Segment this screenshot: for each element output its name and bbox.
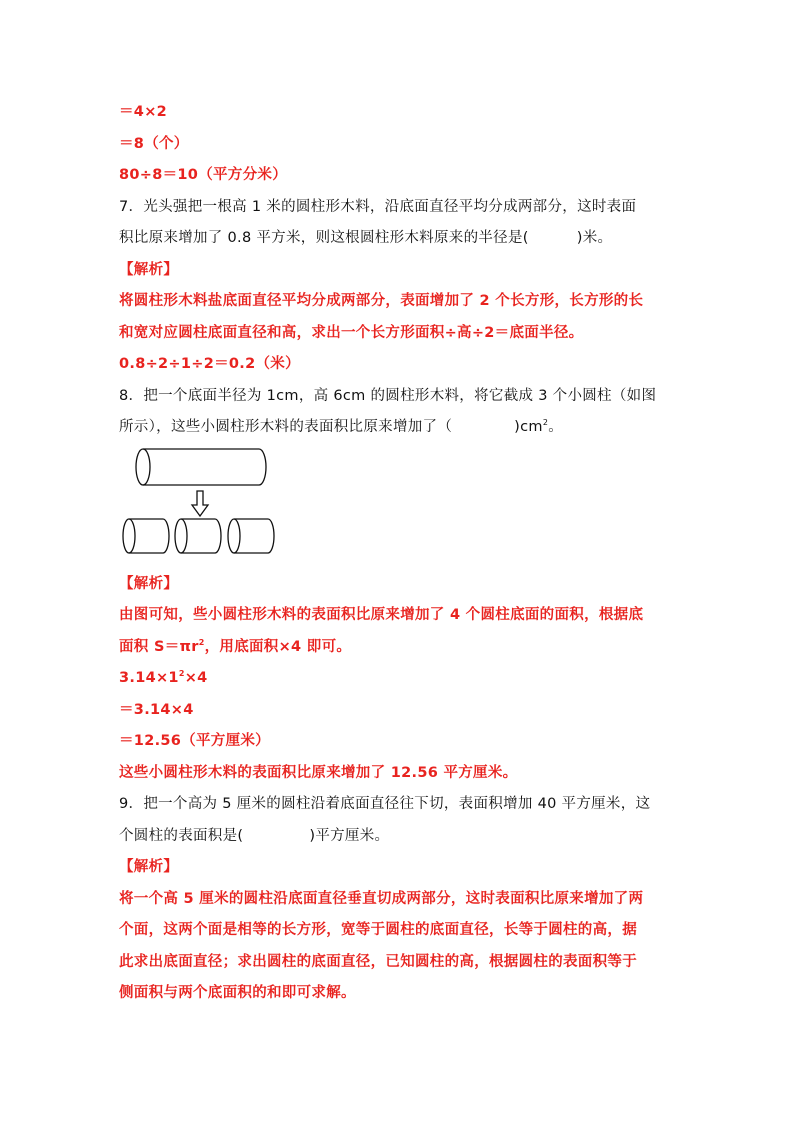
analysis-9-line-4: 侧面积与两个底面积的和即可求解。 xyxy=(119,985,356,1001)
small-cylinder-3 xyxy=(228,519,274,553)
analysis-tag-9: 【解析】 xyxy=(119,859,179,875)
calc-exponent: 2 xyxy=(178,669,185,678)
analysis-9-line-1: 将一个高 5 厘米的圆柱沿底面直径垂直切成两部分，这时表面积比原来增加了两 xyxy=(119,891,644,907)
analysis-8-line-4: ＝3.14×4 xyxy=(119,702,194,718)
analysis-8-line-1: 由图可知，些小圆柱形木料的表面积比原来增加了 4 个圆柱底面的面积，根据底 xyxy=(119,607,644,623)
question-9-line-1: 9．把一个高为 5 厘米的圆柱沿着底面直径往下切，表面积增加 40 平方厘米，这 xyxy=(119,796,651,812)
question-8-line-1: 8．把一个底面半径为 1cm，高 6cm 的圆柱形木料，将它截成 3 个小圆柱（如图 xyxy=(119,388,657,404)
unit-exponent: 2 xyxy=(542,418,549,427)
long-cylinder xyxy=(136,449,266,485)
question-9-unit: )平方厘米。 xyxy=(309,828,390,844)
formula-text: 面积 S＝πr xyxy=(119,639,199,655)
formula-rest: ，用底面积×4 即可。 xyxy=(204,639,352,655)
calc-text: 3.14×1 xyxy=(119,670,179,686)
calc-line-1: ＝4×2 xyxy=(119,104,168,120)
calc-line-2: ＝8（个） xyxy=(119,136,189,152)
analysis-7-line-2: 和宽对应圆柱底面直径和高，求出一个长方形面积÷高÷2＝底面半径。 xyxy=(119,325,584,341)
question-7-line-1: 7．光头强把一根高 1 米的圆柱形木料，沿底面直径平均分成两部分，这时表面 xyxy=(119,199,637,215)
analysis-9-line-2: 个面，这两个面是相等的长方形，宽等于圆柱的底面直径，长等于圆柱的高，据 xyxy=(119,922,637,938)
question-8-line-2 xyxy=(119,417,563,437)
calc-rest: ×4 xyxy=(184,670,208,686)
analysis-8-line-6: 这些小圆柱形木料的表面积比原来增加了 12.56 平方厘米。 xyxy=(119,765,518,781)
analysis-7-line-1: 将圆柱形木料盐底面直径平均分成两部分，表面增加了 2 个长方形，长方形的长 xyxy=(119,293,644,309)
question-9-line-2 xyxy=(119,826,389,846)
calc-line-3: 80÷8＝10（平方分米） xyxy=(119,167,287,183)
analysis-tag-7: 【解析】 xyxy=(119,262,179,278)
question-8-end: 。 xyxy=(548,419,564,435)
question-8-text: 所示），这些小圆柱形木料的表面积比原来增加了（ xyxy=(119,419,453,435)
formula-exponent: 2 xyxy=(198,638,205,647)
analysis-tag-8: 【解析】 xyxy=(119,576,179,592)
question-7-text: 积比原来增加了 0.8 平方米，则这根圆柱形木料原来的半径是( xyxy=(119,230,529,246)
question-7-unit: )米。 xyxy=(576,230,613,246)
analysis-9-line-3: 此求出底面直径；求出圆柱的底面直径，已知圆柱的高，根据圆柱的表面积等于 xyxy=(119,954,637,970)
question-8-unit: )cm xyxy=(514,419,543,435)
analysis-8-line-2 xyxy=(119,637,351,657)
analysis-7-line-3: 0.8÷2÷1÷2＝0.2（米） xyxy=(119,356,300,372)
small-cylinder-2 xyxy=(175,519,221,553)
cylinder-cutting-diagram xyxy=(119,444,289,564)
analysis-8-line-3 xyxy=(119,668,208,688)
analysis-8-line-5: ＝12.56（平方厘米） xyxy=(119,733,270,749)
small-cylinder-1 xyxy=(123,519,169,553)
question-9-text: 个圆柱的表面积是( xyxy=(119,828,244,844)
question-7-line-2 xyxy=(119,228,612,248)
down-arrow-icon xyxy=(192,491,208,516)
